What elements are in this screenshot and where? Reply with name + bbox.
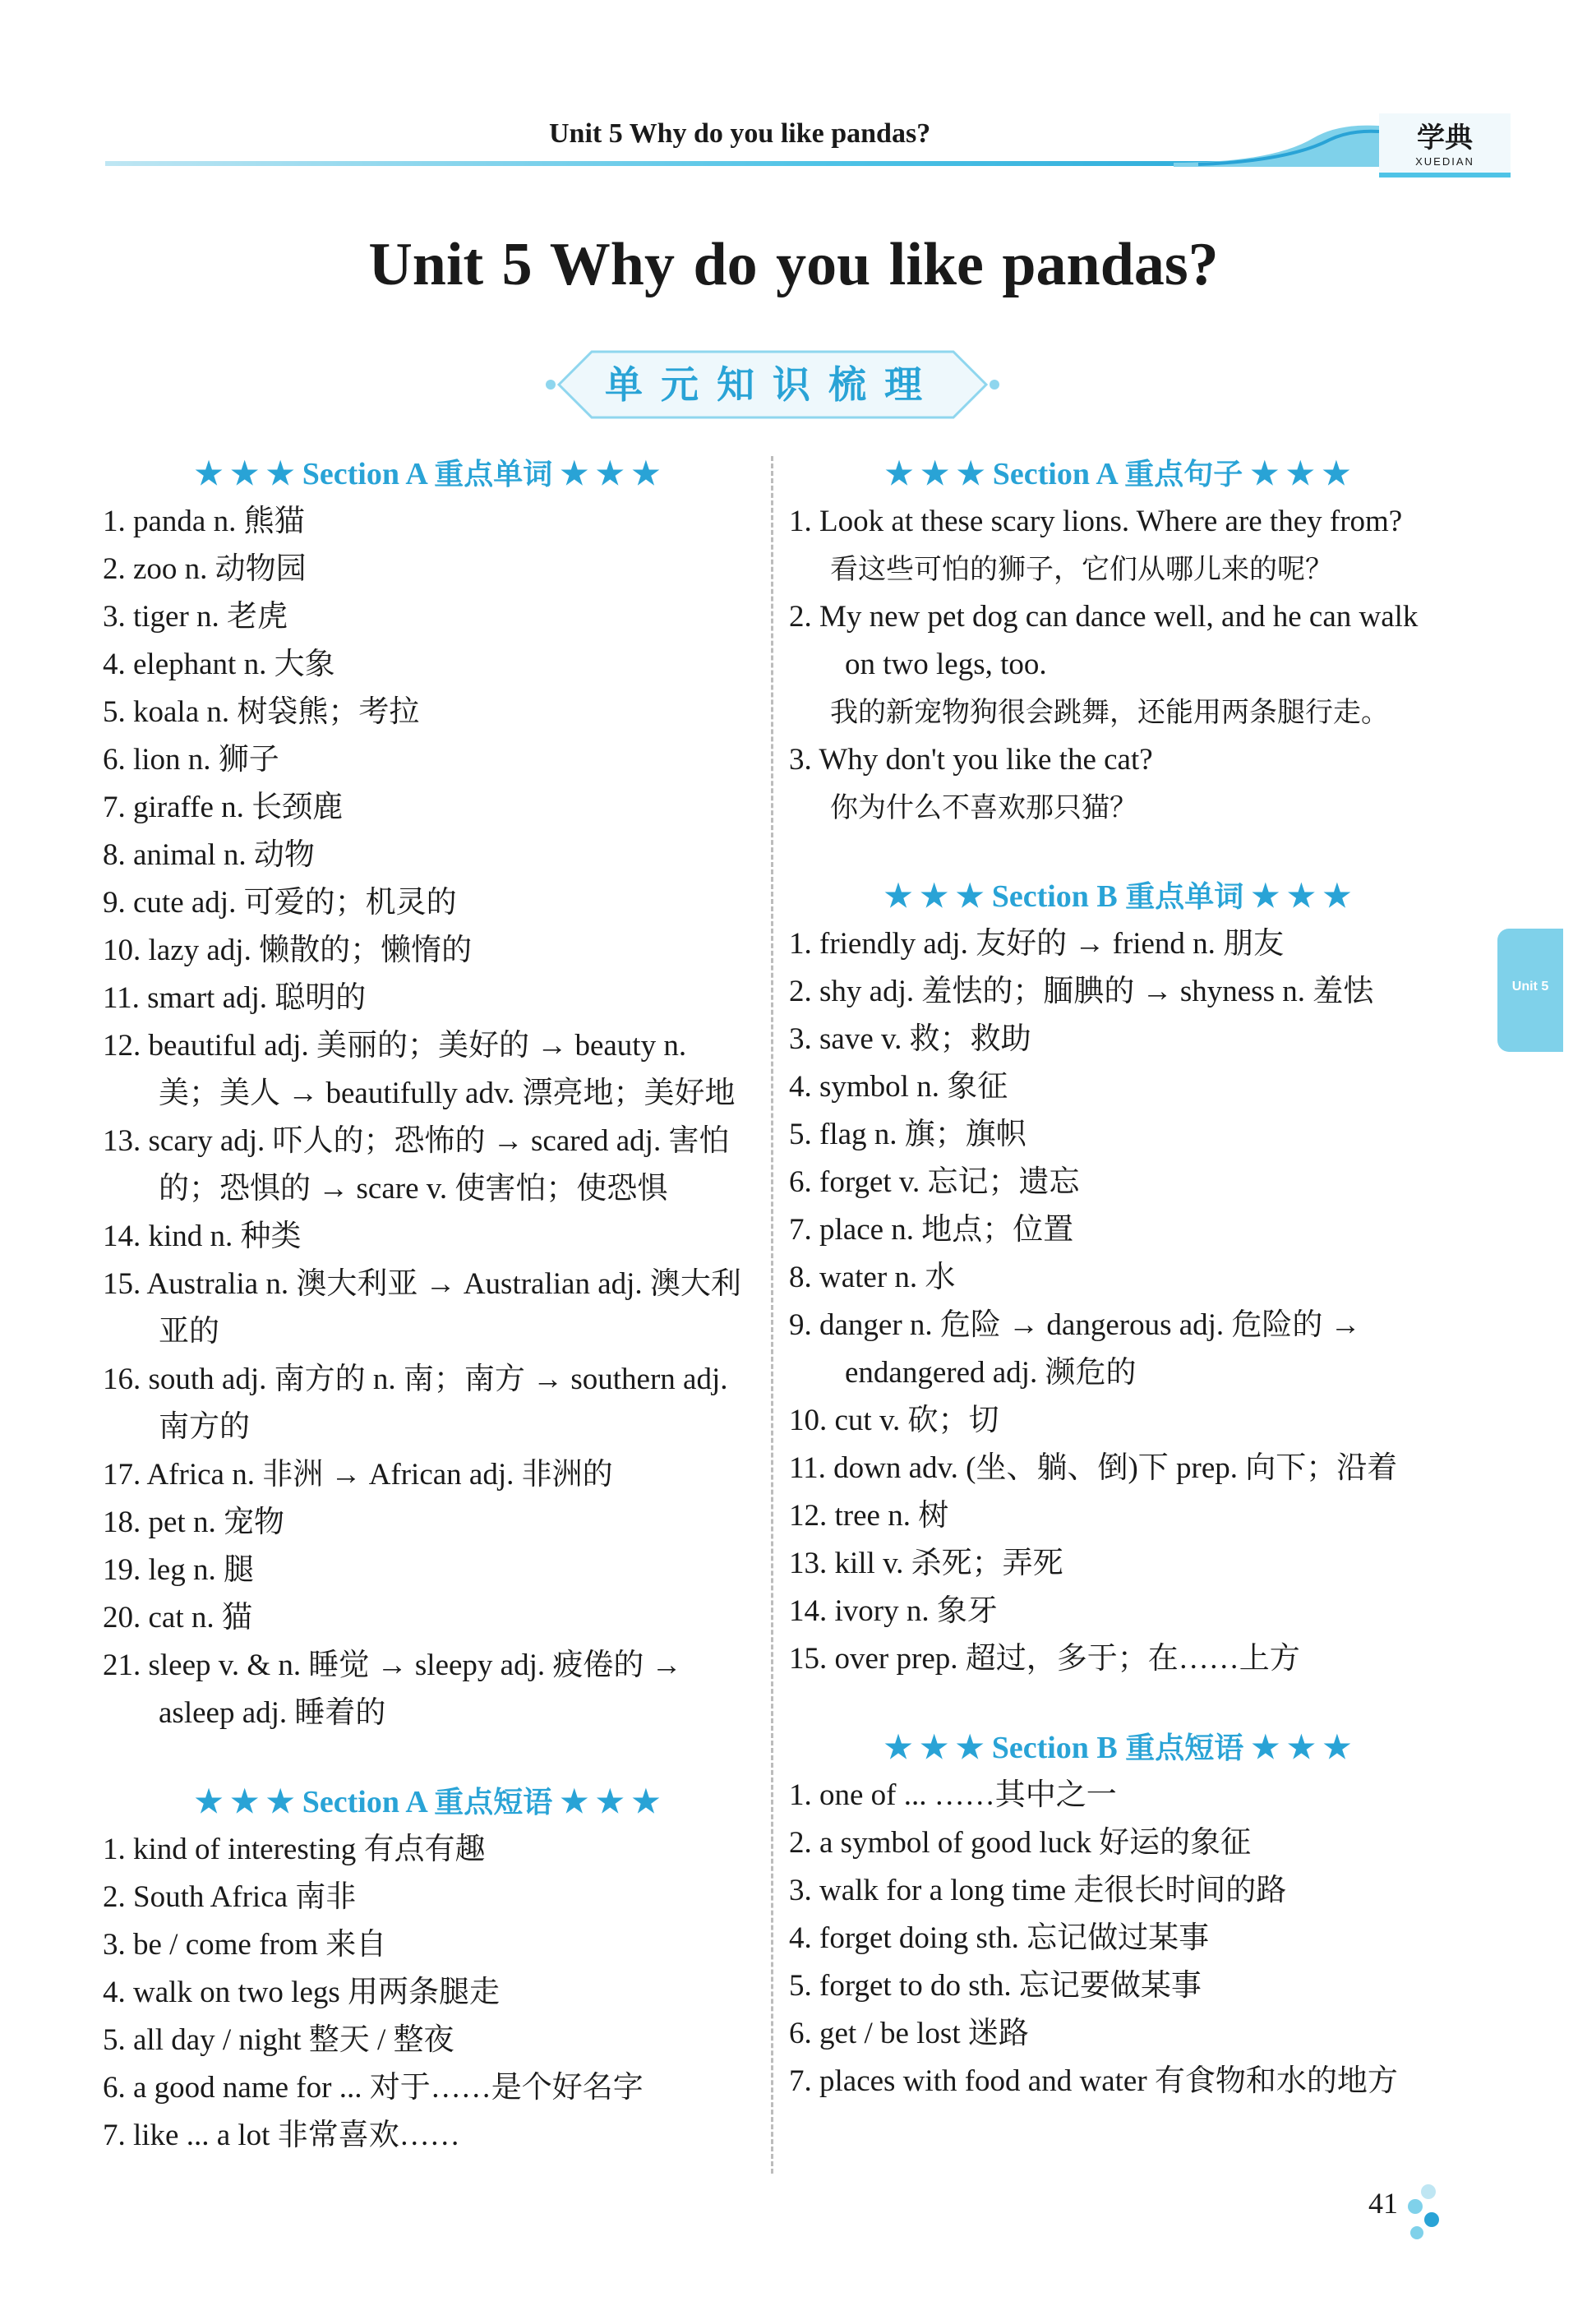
title-end: ★ ★ ★	[552, 1785, 660, 1819]
word-item: 19. leg n. 腿	[103, 1553, 254, 1587]
title-zh: 重点短语	[1125, 1731, 1244, 1765]
column-divider	[771, 456, 773, 2174]
phrase-item: 6. a good name for ... 对于……是个好名字	[103, 2071, 644, 2105]
left-column	[103, 450, 752, 2160]
word-item: 15. over prep. 超过，多于；在……上方	[789, 1642, 1300, 1676]
word-item: 7. place n. 地点；位置	[789, 1213, 1074, 1247]
header-rule	[105, 161, 1297, 166]
section-banner	[542, 345, 1003, 424]
section-a-phrases-title	[103, 1778, 752, 1826]
phrase-item: 5. forget to do sth. 忘记要做某事	[789, 1969, 1202, 2003]
section-a-sentences-title	[789, 450, 1446, 498]
word-item: 1. friendly adj. 友好的 → friend n. 朋友	[789, 927, 1285, 961]
title-zh: 重点单词	[434, 458, 553, 491]
word-item: 2. zoo n. 动物园	[103, 552, 307, 586]
phrase-item: 1. kind of interesting 有点有趣	[103, 1833, 486, 1866]
phrase-item: 4. forget doing sth. 忘记做过某事	[789, 1921, 1210, 1955]
phrase-item: 6. get / be lost 迷路	[789, 2017, 1029, 2050]
title-end: ★ ★ ★	[552, 457, 660, 491]
sentence-en: 3. Why don't you like the cat?	[789, 743, 1153, 777]
word-item: 15. Australia n. 澳大利亚 → Australian adj. 澳大利亚的	[103, 1267, 741, 1349]
sentence-en: 2. My new pet dog can dance well, and he can walk on two legs, too.	[789, 600, 1419, 681]
word-item: 11. smart adj. 聪明的	[103, 981, 367, 1015]
phrase-item: 2. a symbol of good luck 好运的象征	[789, 1826, 1252, 1860]
title-en: ★ ★ ★ Section A	[195, 457, 435, 491]
header-title: Unit 5 Why do you like pandas?	[549, 118, 931, 149]
word-item: 16. south adj. 南方的 n. 南；南方 → southern adj. 南方的	[103, 1363, 728, 1444]
title-zh: 重点句子	[1124, 458, 1243, 491]
word-item: 20. cat n. 猫	[103, 1601, 252, 1635]
section-b-phrases-title	[789, 1724, 1446, 1772]
header-wave-decoration	[1174, 122, 1379, 167]
logo-chinese: 学典	[1417, 122, 1473, 154]
phrase-item: 7. like ... a lot 非常喜欢……	[103, 2119, 460, 2152]
title-end: ★ ★ ★	[1243, 879, 1351, 914]
running-header	[105, 113, 1474, 171]
title-end: ★ ★ ★	[1243, 457, 1350, 491]
unit-side-tab	[1497, 929, 1563, 1052]
spacer	[789, 832, 1446, 873]
right-column	[789, 450, 1446, 2105]
page-title: Unit 5 Why do you like pandas?	[368, 231, 1219, 298]
xuedian-logo	[1379, 113, 1511, 178]
word-item: 11. down adv. (坐、躺、倒)下 prep. 向下；沿着	[789, 1451, 1398, 1485]
word-item: 9. danger n. 危险 → dangerous adj. 危险的 → endangered adj. 濒危的	[789, 1308, 1361, 1390]
title-en: ★ ★ ★ Section B	[884, 879, 1126, 914]
title-end: ★ ★ ★	[1243, 1731, 1351, 1765]
page-dots-decoration	[1397, 2182, 1446, 2248]
phrase-item: 2. South Africa 南非	[103, 1880, 357, 1914]
word-item: 14. ivory n. 象牙	[789, 1594, 998, 1628]
word-item: 10. cut v. 砍；切	[789, 1404, 999, 1437]
word-item: 17. Africa n. 非洲 → African adj. 非洲的	[103, 1458, 613, 1492]
word-item: 5. koala n. 树袋熊；考拉	[103, 695, 420, 729]
side-tab-label: Unit 5	[1511, 980, 1549, 994]
word-item: 14. kind n. 种类	[103, 1220, 302, 1253]
sentence-zh: 你为什么不喜欢那只猫？	[830, 791, 1137, 824]
phrase-item: 7. places with food and water 有食物和水的地方	[789, 2064, 1398, 2098]
word-item: 1. panda n. 熊猫	[103, 505, 305, 538]
phrase-item: 5. all day / night 整天 / 整夜	[103, 2023, 454, 2057]
title-en: ★ ★ ★ Section A	[885, 457, 1125, 491]
section-b-words-title	[789, 873, 1446, 920]
word-item: 21. sleep v. & n. 睡觉 → sleepy adj. 疲倦的 → asleep adj. 睡着的	[103, 1648, 682, 1730]
word-item: 5. flag n. 旗；旗帜	[789, 1118, 1026, 1151]
page-number: 41	[1368, 2187, 1398, 2220]
word-item: 12. tree n. 树	[789, 1499, 949, 1533]
word-item: 13. scary adj. 吓人的；恐怖的 → scared adj. 害怕的；恐惧的 → scare v. 使害怕；使恐惧	[103, 1124, 730, 1206]
phrase-item: 3. walk for a long time 走很长时间的路	[789, 1874, 1287, 1907]
word-item: 3. tiger n. 老虎	[103, 600, 288, 634]
title-zh: 重点单词	[1125, 880, 1244, 914]
word-item: 12. beautiful adj. 美丽的；美好的 → beauty n. 美；美人 → beautifully adv. 漂亮地；美好地	[103, 1029, 736, 1110]
logo-english: XUEDIAN	[1415, 155, 1474, 168]
word-item: 18. pet n. 宠物	[103, 1506, 284, 1539]
word-item: 4. symbol n. 象征	[789, 1070, 1008, 1104]
sentence-zh: 我的新宠物狗很会跳舞，还能用两条腿行走。	[830, 696, 1389, 729]
word-item: 13. kill v. 杀死；弄死	[789, 1547, 1063, 1580]
phrase-item: 3. be / come from 来自	[103, 1928, 387, 1962]
word-item: 7. giraffe n. 长颈鹿	[103, 791, 344, 824]
sentence-en: 1. Look at these scary lions. Where are they from?	[789, 505, 1403, 538]
word-item: 4. elephant n. 大象	[103, 648, 335, 681]
word-item: 8. animal n. 动物	[103, 838, 315, 872]
title-en: ★ ★ ★ Section B	[884, 1731, 1126, 1765]
word-item: 6. lion n. 狮子	[103, 743, 279, 777]
phrase-item: 4. walk on two legs 用两条腿走	[103, 1976, 501, 2009]
word-item: 10. lazy adj. 懒散的；懒惰的	[103, 934, 473, 967]
word-item: 2. shy adj. 羞怯的；腼腆的 → shyness n. 羞怯	[789, 975, 1374, 1008]
word-item: 6. forget v. 忘记；遗忘	[789, 1165, 1080, 1199]
title-zh: 重点短语	[434, 1786, 553, 1819]
title-en: ★ ★ ★ Section A	[195, 1785, 435, 1819]
phrase-item: 1. one of ... ……其中之一	[789, 1778, 1117, 1812]
word-item: 3. save v. 救；救助	[789, 1022, 1031, 1056]
section-a-words-title	[103, 450, 752, 498]
sentence-zh: 看这些可怕的狮子，它们从哪儿来的呢？	[830, 553, 1333, 586]
word-item: 8. water n. 水	[789, 1261, 956, 1294]
spacer	[103, 1737, 752, 1778]
word-item: 9. cute adj. 可爱的；机灵的	[103, 886, 457, 920]
banner-text: 单元知识梳理	[605, 362, 940, 407]
spacer	[789, 1683, 1446, 1724]
